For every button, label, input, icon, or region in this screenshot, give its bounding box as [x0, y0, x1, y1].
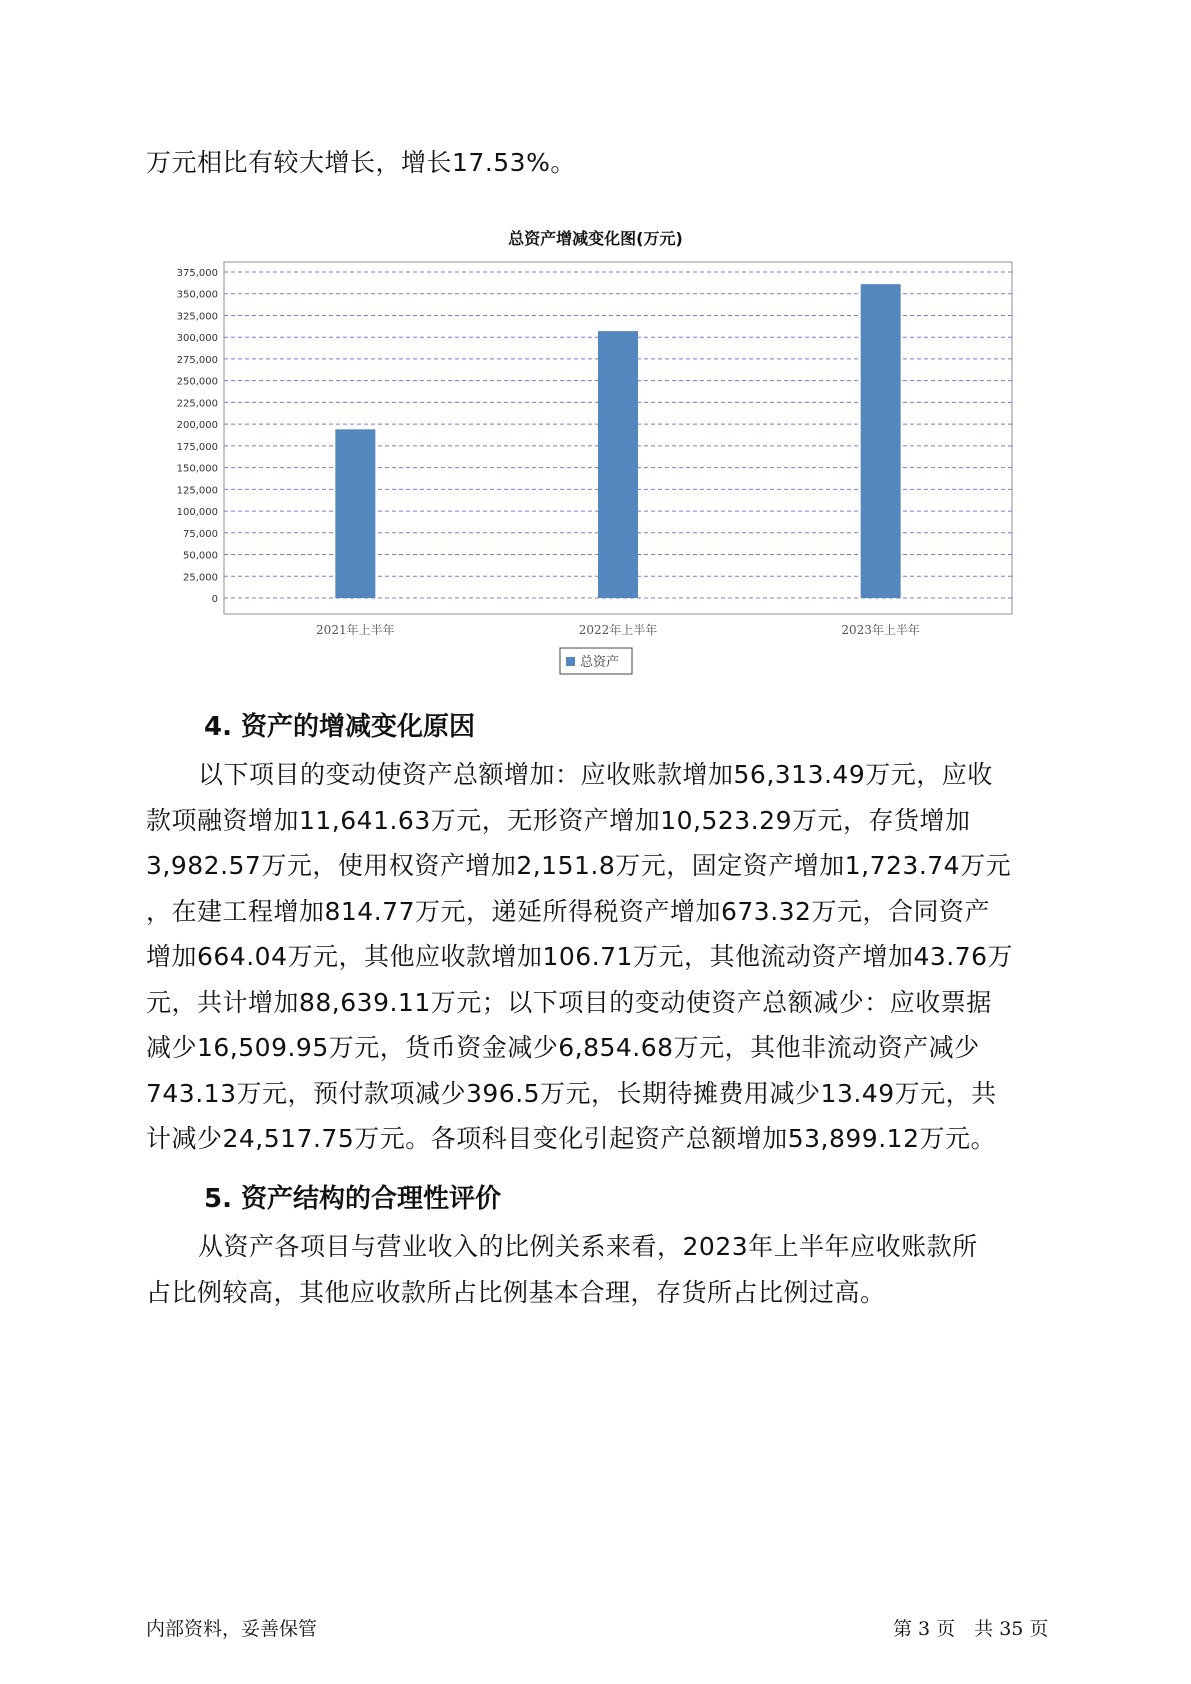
y-tick-label: 25,000 — [183, 572, 218, 584]
y-tick-label: 125,000 — [176, 485, 218, 497]
y-tick-label: 75,000 — [183, 528, 218, 540]
legend-label-total-assets: 总资产 — [580, 655, 620, 670]
y-tick-label: 325,000 — [176, 311, 218, 323]
x-tick-label: 2022年上半年 — [578, 623, 658, 637]
bar-1 — [335, 429, 375, 598]
footer-left: 内部资料，妥善保管 — [146, 1618, 318, 1640]
section4-line: 元，共计增加88,639.11万元；以下项目的变动使资产总额减少：应收票据 — [146, 987, 992, 1017]
section4-line: 增加664.04万元，其他应收款增加106.71万元，其他流动资产增加43.76万 — [146, 942, 1014, 971]
section5-line: 从资产各项目与营业收入的比例关系来看，2023年上半年应收账款所 — [198, 1232, 978, 1261]
legend-swatch-total-assets — [566, 657, 575, 666]
section4-line: 以下项目的变动使资产总额增加：应收账款增加56,313.49万元，应收 — [198, 760, 993, 789]
y-tick-label: 150,000 — [176, 463, 218, 475]
section4-line: 计减少24,517.75万元。各项科目变化引起资产总额增加53,899.12万元。 — [146, 1124, 996, 1153]
x-axis — [316, 622, 920, 637]
y-tick-label: 225,000 — [176, 398, 218, 410]
x-tick-label: 2021年上半年 — [316, 623, 395, 637]
section4-line: 减少16,509.95万元，货币资金减少6,854.68万元，其他非流动资产减少 — [146, 1033, 980, 1062]
section4-line: ，在建工程增加814.77万元，递延所得税资产增加673.32万元，合同资产 — [146, 896, 990, 926]
legend — [560, 648, 632, 674]
section5-line: 占比例较高，其他应收款所占比例基本合理，存货所占比例过高。 — [146, 1277, 886, 1307]
y-tick-label: 50,000 — [183, 550, 218, 562]
y-tick-label: 175,000 — [176, 441, 218, 453]
y-tick-label: 375,000 — [176, 268, 218, 279]
bar-chart — [150, 250, 1050, 680]
section5-body — [146, 1224, 1061, 1315]
footer-page-number: 第 3 页 共 35 页 — [893, 1618, 1049, 1640]
y-tick-label: 300,000 — [176, 333, 218, 345]
y-tick-label: 100,000 — [176, 507, 218, 519]
section4-line: 743.13万元，预付款项减少396.5万元，长期待摊费用减少13.49万元，共 — [146, 1078, 997, 1108]
bar-3 — [861, 284, 901, 598]
section4-body — [146, 752, 1061, 1162]
chart-title: 总资产增减变化图(万元) — [508, 229, 683, 248]
y-tick-label: 250,000 — [176, 376, 218, 388]
y-tick-label: 0 — [211, 594, 218, 605]
y-axis — [177, 268, 218, 605]
y-tick-label: 350,000 — [176, 289, 218, 301]
section4-line: 款项融资增加11,641.63万元，无形资产增加10,523.29万元，存货增加 — [146, 805, 971, 835]
bars — [335, 284, 900, 598]
section4-line: 3,982.57万元，使用权资产增加2,151.8万元，固定资产增加1,723.74万元 — [146, 851, 1012, 880]
x-tick-label: 2023年上半年 — [841, 623, 920, 637]
intro-line: 万元相比有较大增长，增长17.53%。 — [146, 148, 576, 177]
bar-2 — [598, 331, 638, 598]
section4-heading: 4. 资产的增减变化原因 — [204, 712, 476, 742]
y-tick-label: 275,000 — [176, 354, 218, 366]
section5-heading: 5. 资产结构的合理性评价 — [204, 1184, 502, 1214]
y-tick-label: 200,000 — [176, 420, 218, 432]
